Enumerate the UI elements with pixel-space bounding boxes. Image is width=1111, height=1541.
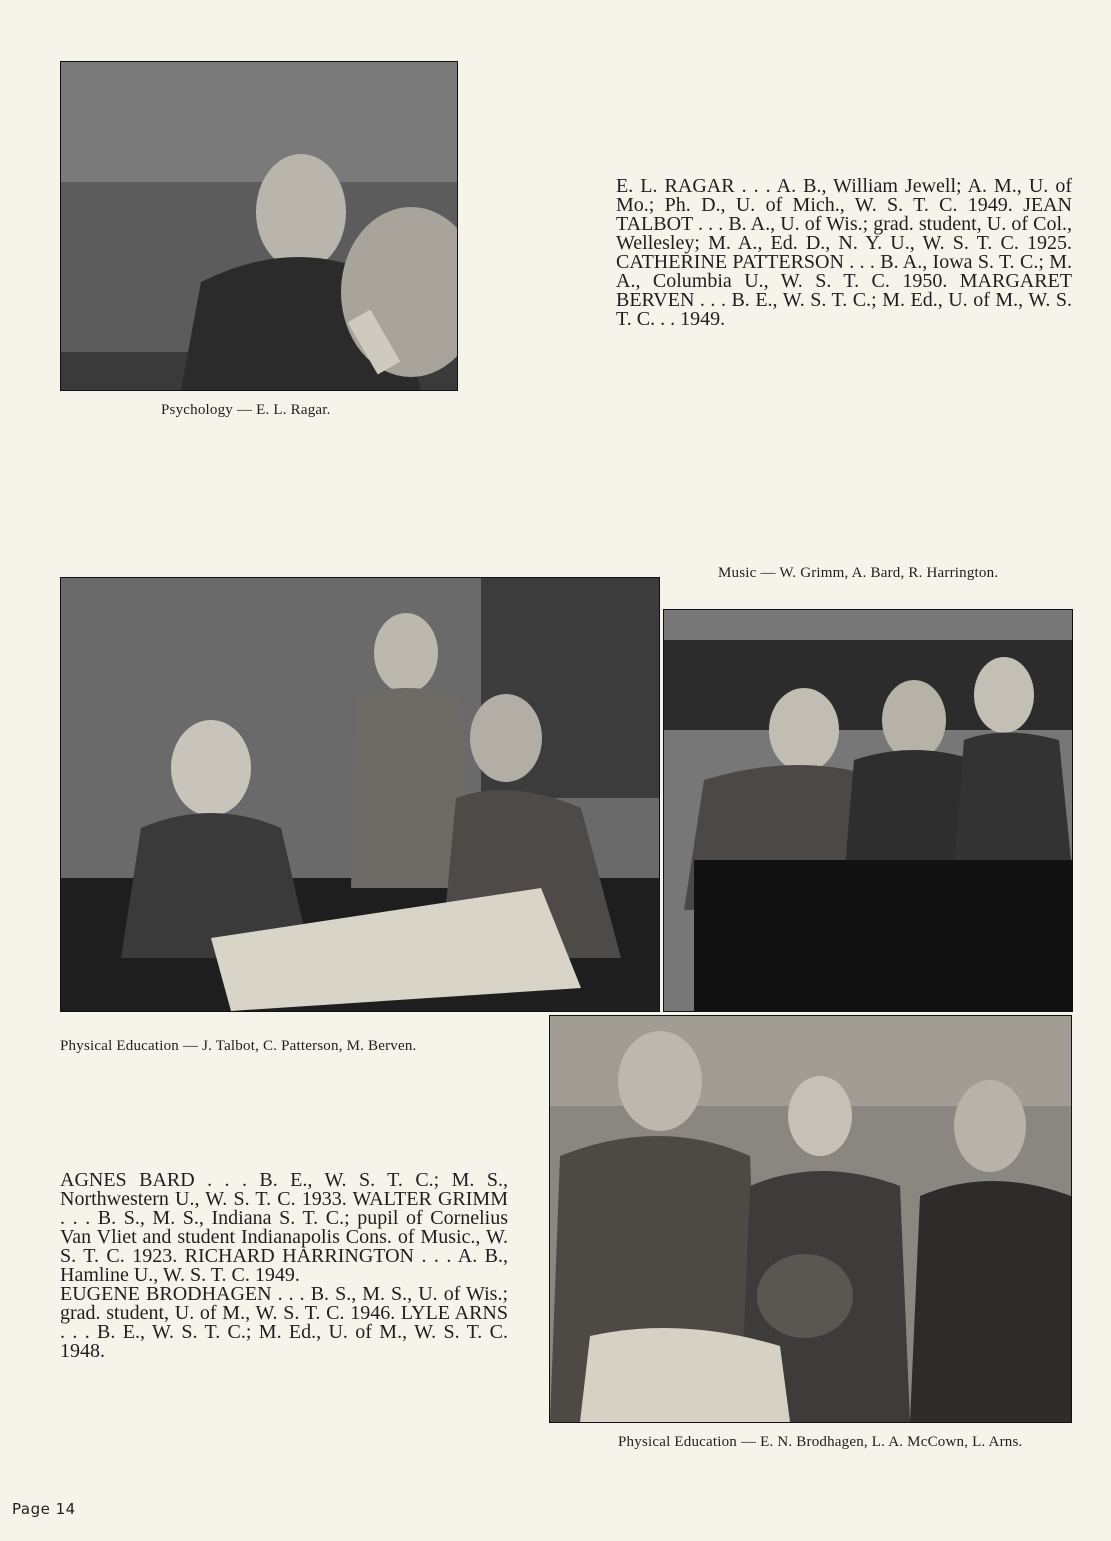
bio-text-bottom xyxy=(60,1171,508,1361)
photo-psychology xyxy=(60,61,458,391)
bio-text-top xyxy=(616,177,1072,329)
caption-physical-education-men: Physical Education — E. N. Brodhagen, L. A. McCown, L. Arns. xyxy=(618,1434,1023,1450)
photo-physical-education-men xyxy=(549,1015,1072,1423)
bio-paragraph: E. L. RAGAR . . . A. B., William Jewell; A. M., U. of Mo.; Ph. D., U. of Mich., W. S. T. C. 1949. JEAN TALBOT . . . B. A., U. of Wis.; grad. student, U. of Col., Wellesley; M. A., Ed. D., N. Y. U., W. S. T. C. 1925. CATHERINE PATTERSON . . . B. A., Iowa S. T. C.; M. A., Columbia U., W. S. T. C. 1950. MARGARET BERVEN . . . B. E., W. S. T. C.; M. Ed., U. of M., W. S. T. C. . . 1949. xyxy=(616,175,1072,330)
photo-music xyxy=(663,609,1073,1012)
caption-music: Music — W. Grimm, A. Bard, R. Harrington. xyxy=(718,565,999,581)
caption-physical-education-women: Physical Education — J. Talbot, C. Patterson, M. Berven. xyxy=(60,1038,417,1054)
caption-psychology: Psychology — E. L. Ragar. xyxy=(161,402,331,418)
page-number: Page 14 xyxy=(12,1500,76,1518)
bio-paragraph: AGNES BARD . . . B. E., W. S. T. C.; M. S., Northwestern U., W. S. T. C. 1933. WALTER GRIMM . . . B. S., M. S., Indiana S. T. C.; pupil of Cornelius Van Vliet and student Indianapolis Cons. of Music., W. S. T. C. 1923. RICHARD HARRINGTON . . . A. B., Hamline U., W. S. T. C. 1949. xyxy=(60,1169,508,1286)
bio-paragraph: EUGENE BRODHAGEN . . . B. S., M. S., U. of Wis.; grad. student, U. of M., W. S. T. C. 1946. LYLE ARNS . . . B. E., W. S. T. C.; M. Ed., U. of M., W. S. T. C. 1948. xyxy=(60,1283,508,1362)
photo-physical-education-women xyxy=(60,577,660,1012)
